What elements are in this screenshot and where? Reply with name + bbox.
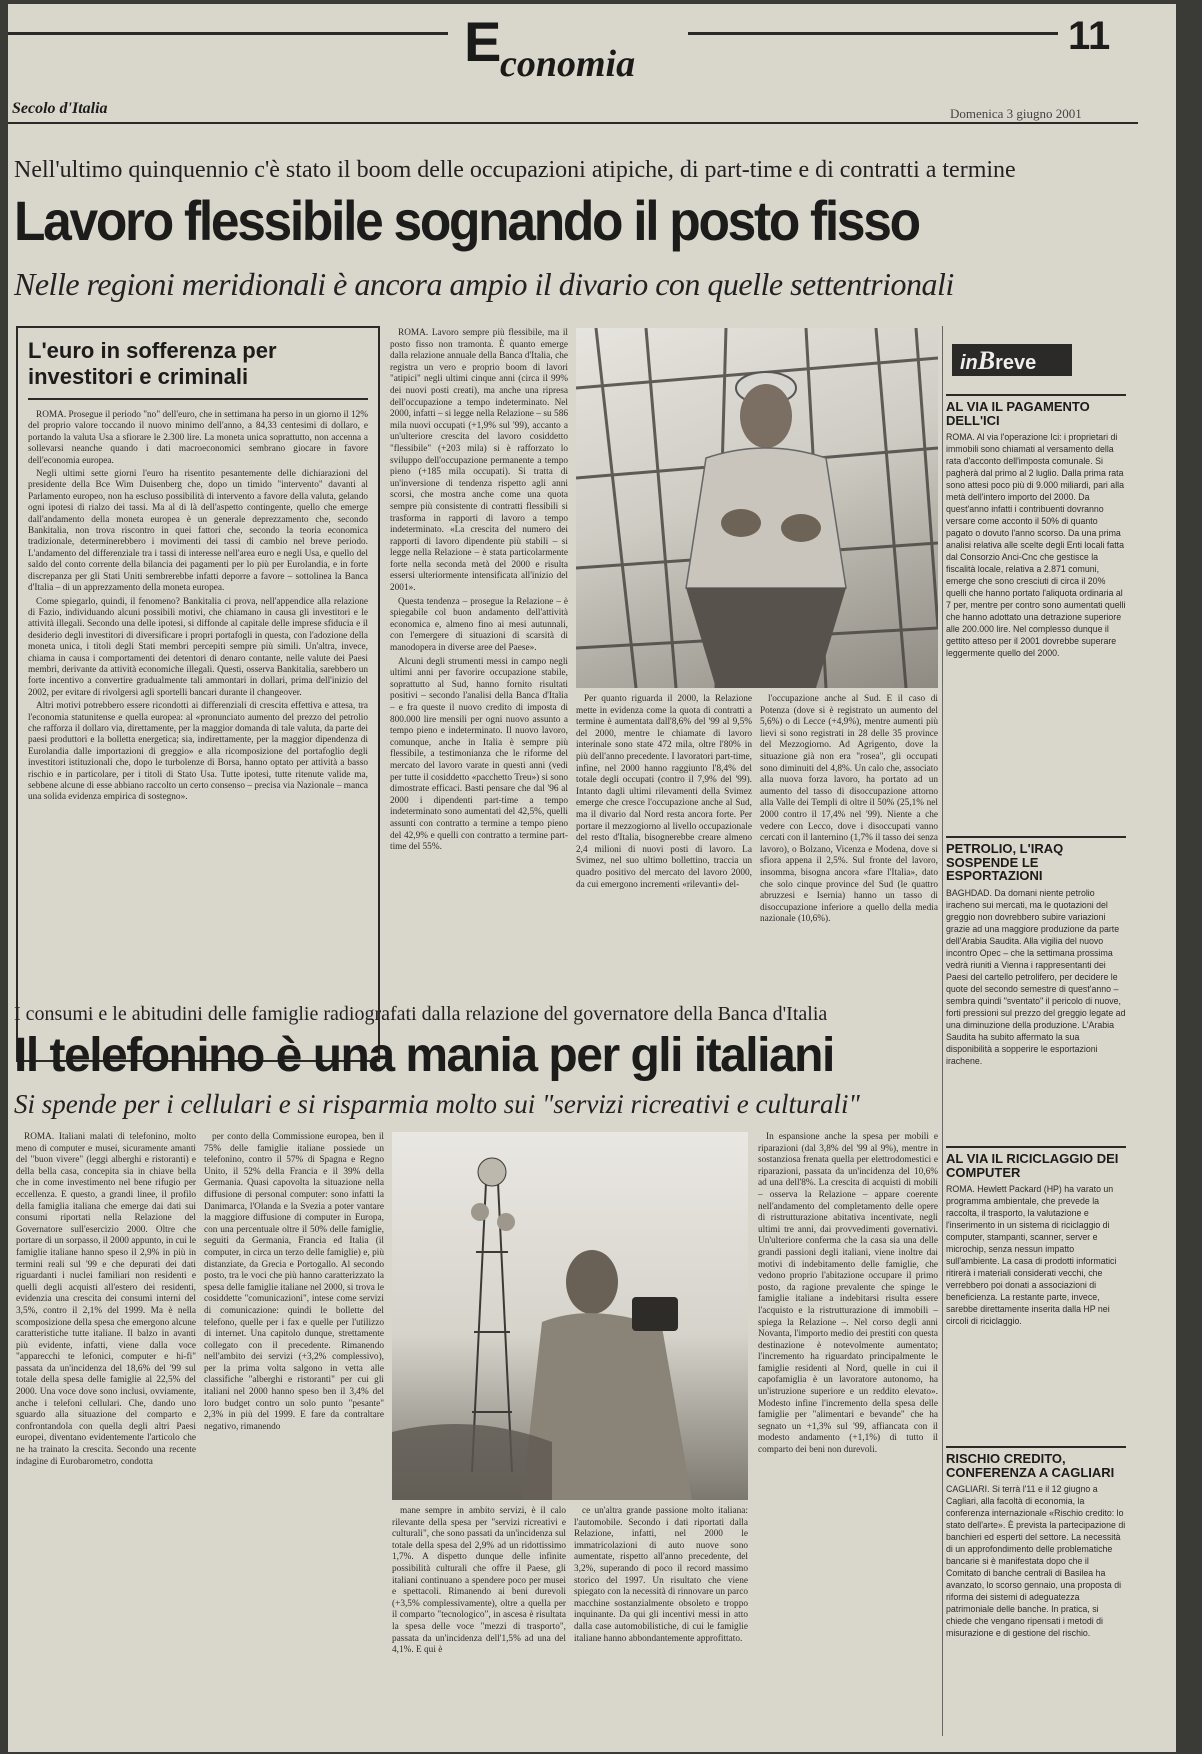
article1-paragraph: Alcuni degli strumenti messi in campo negli ultimi anni per favorire occupazione stabile, soprattutto al Sud, hanno fornito risultati positivi – secondo l'analisi della Banca d'Italia – e fra queste il nuovo credito di imposta di 800.000 lire mensili per ogni nuovo assunto a tempo pieno e indeterminato. Il nuovo lavoro, comunque, anche in Italia è sempre più flessibile, a testimonianza che le riforme del mercato del lavoro varate in questi anni (vedi per tutte il cosiddetto «pacchetto Treu») si sono dimostrate efficaci. Basti pensare che dal '96 al 2000 i dipendenti part-time a tempo indeterminato sono aumentati del 42,5%, quelli assunti con contratto a termine a tempo pieno del 42,9% e quelli con contratto a termine part-time del 55%. [390, 656, 568, 853]
header-rule-left [8, 32, 448, 35]
article2-column-2 [204, 1132, 384, 1742]
brief-petrolio [946, 836, 1126, 1132]
worker-photo [576, 328, 938, 688]
euro-paragraph: Negli ultimi sette giorni l'euro ha risentito pesantemente delle dichiarazioni del presidente della Bce Wim Duisenberg che, dopo un timido "intervento" davanti al Parlamento europeo, non ha escluso possibilità di intervento a favore della valuta, gelando ogni ipotesi di rialzo dei tassi. Ma al di là dell'aspetto contingente, quello che emerge dall'andamento della moneta europea è un generale deprezzamento che, secondo Bankitalia, non trova riscontro in quei fattori che, secondo la teoria economica tradizionale, determinerebbero i movimenti dei tassi di cambio nel breve periodo. L'andamento del differenziale tra i tassi di interesse nell'area euro e negli Usa, e quello del saldo del conto corrente della bilancia dei pagamenti per lo più per Eurolandia, e in forte discrepanza per gli Stati Uniti sembrerebbe infatti deporre a favore – sottolinea la Banca d'Italia – di un apprezzamento della moneta europea. [28, 469, 368, 594]
article2-kicker: I consumi e le abitudini delle famiglie radiografati dalla relazione del governatore della Banca d'Italia [14, 1003, 828, 1025]
article1-column-3 [760, 694, 938, 988]
brief-title: AL VIA IL PAGAMENTO DELL'ICI [946, 399, 1090, 428]
article1-paragraph: ROMA. Lavoro sempre più flessibile, ma il posto fisso non tramonta. È quanto emerge dalla relazione annuale della Banca d'Italia, che registra un vero e proprio boom di lavori "atipici" negli ultimi cinque anni (circa il 99% dei nuovi posti creati), ma anche una ripresa dell'occupazione a tempo indeterminato. Nel 2000, infatti – si legge nella Relazione – su 586 mila nuovi occupati (+1,9% sul '99), accanto a un'ulteriore crescita del lavoro cosiddetto "flessibile" (+203 mila) si è rafforzato lo sviluppo dell'occupazione permanente a tempo pieno (+185 mila occupati). Si tratta di un'inversione di tendenza rispetto agli anni scorsi, che mostra anche come una quota sempre più consistente di contratti flessibili si trasforma in rapporti di lavoro a tempo indeterminato. «La crescita del numero dei rapporti di lavoro dipendente più stabili – si legge nella Relazione – è stata particolarmente forte nella seconda metà del 2000 e risulta essersi ulteriormente intensificata all'inizio del 2001». [390, 328, 568, 594]
section-title: conomia [500, 43, 636, 85]
article2-subhead: Si spende per i cellulari e si risparmia molto sui "servizi ricreativi e culturali" [14, 1089, 860, 1119]
brief-text: ROMA. Al via l'operazione Ici: i proprietari di immobili sono chiamati al versamento della rata d'acconto dell'imposta comunale. Si pagherà dal primo al 2 luglio. Dalla prima rata sono attesi poco più di 9.000 miliardi, pari alla metà dell'intero importo del 2000. Da quest'anno infatti i contribuenti dovranno versare come acconto il 50% di quanto pagato o dovuto l'anno scorso. Da una prima analisi relativa alle scelte degli Enti locali fatta dal Consorzio Anci-Cnc che gestisce la fiscalità locale, relativa a 2.871 comuni, emerge che sono cresciuti di circa il 20% quelli che hanno portato l'aliquota ordinaria al 7 per, mentre per contro sono aumentati quelli che hanno adottato una detrazione superiore alle 200.000 lire. Nel complesso dunque il gettito atteso per il 2001 dovrebbe superare leggermente quello del 2000. [946, 432, 1126, 658]
newspaper-page [8, 4, 1176, 1752]
brief-title: RISCHIO CREDITO, CONFERENZA A CAGLIARI [946, 1451, 1115, 1480]
brief-rule [946, 394, 1126, 396]
article1-headline: Lavoro flessibile sognando il posto fisso [14, 189, 919, 252]
brief-rule [946, 836, 1126, 838]
article1-subhead: Nelle regioni meridionali è ancora ampio il divario con quelle settentrionali [14, 266, 954, 302]
article2-paragraph: per conto della Commissione europea, ben il 75% delle famiglie italiane possiede un telefonino, contro il 57% di Spagna e Regno Unito, il 52% della Francia e il 39% della Germania. Quasi capovolta la situazione nella diffusione di personal computer: sono infatti la Danimarca, l'Olanda e la Svezia a poter vantare la maggiore diffusione di computer in Europa, con una percentuale oltre il 50% delle famiglie, seguiti da Germania, Francia ed Italia (il computer, in circa un terzo delle famiglie) e, più distanziate, da Grecia e Portogallo. Al secondo posto, tra le voci che più hanno caratterizzato la spesa delle famiglie italiane nel 2000, si trova le cosiddette "comunicazioni", intese come servizi di comunicazione: quindi le bollette del telefono, quelle per i fax e quelle per l'utilizzo di internet. Una capitolo dunque, strettamente collegato con il precedente. Rimanendo nell'ambito dei servizi (+3,2% complessivo), per la prima volta salgono in vetta alle classifiche "alberghi e ristoranti" per cui gli italiani nel 2000 hanno speso ben il 3,4% del loro budget contro un solo punto "pesante" 2,3% in più del 1999. E fare da contraltare negativo, rimanendo [204, 1132, 384, 1432]
euro-box-rule [28, 398, 368, 400]
article1-kicker: Nell'ultimo quinquennio c'è stato il boom delle occupazioni atipiche, di part-time e di contratti a termine [14, 157, 1016, 183]
article2-headline: Il telefonino è una mania per gli italiani [14, 1029, 834, 1082]
inbreve-logo [952, 344, 1072, 376]
article1-paragraph: l'occupazione anche al Sud. E il caso di Potenza (dove si è registrato un aumento del 5,6%) o di Lecce (+4,9%), mentre aumenti più lievi si sono registrati in 28 delle 35 province del Mezzogiorno. Ad Agrigento, dove la situazione già non era "rosea", gli occupati sono diminuiti del 4,8%. Un calo che, associato alla nuova forza lavoro, ha portato ad un aumento del tasso di disoccupazione attorno alla Valle dei Templi di oltre il 50% (25,1% nel 2000 contro il 17,4% nel '99). Niente a che vedere con Lecco, dove i disoccupati vanno cercati con il lanternino (1,7% il tasso dei senza lavoro), o Bolzano, Vicenza e Modena, dove si sfiora appena il 2,5%. Sul fronte del lavoro, insomma, bisogna ancora «fare l'Italia», dato che solo cinque province del Sud (le quattro abruzzesi e Isernia) hanno un tasso di disoccupazione inferiore a quello della media nazionale (10,6%). [760, 694, 938, 925]
newspaper-name: Secolo d'Italia [12, 100, 108, 117]
brief-ici [946, 394, 1126, 824]
header-rule-right [688, 32, 1058, 35]
inbreve-rest: reve [995, 352, 1037, 374]
euro-paragraph: Come spiegarlo, quindi, il fenomeno? Bankitalia ci prova, nell'appendice alla relazione di Fazio, individuando alcuni possibili motivi, che chiamano in causa gli investitori e le attività illegali. Secondo una delle ipotesi, si diffonde al capitale delle imprese sfiducia e il desiderio degli investitori di diversificare i propri portafogli in questa, con l'adozione della moneta unica, i titoli degli Stati membri percepiti sempre più simili. Un'altra, invece, chiama in causa i comportamenti dei detentori di denaro contante, nelle valute dei Paesi membri, derivante da attività economiche illegali. Questi, osserva Bankitalia, sarebbero un forte incentivo a convertire gradualmente tali ammontari in dollari, prima dell'inizio del 2002, per evitare di rivolgersi agli sportelli bancari durante il changeover. [28, 596, 368, 698]
brief-rule [946, 1446, 1126, 1448]
brief-text: ROMA. Hewlett Packard (HP) ha varato un programma ambientale, che prevede la raccolta, il trasporto, la valutazione e l'inserimento in un sistema di riciclaggio di computer, stampanti, scanner, server e microchip, senza nessun impatto sull'ambiente. La casa di prodotti informatici ritirerà i materiali considerati vecchi, che verrebbero poi donati a associazioni di beneficienza. La restante parte, invece, sarebbe direttamente inserita dalla HP nei circoli di riciclaggio. [946, 1184, 1117, 1326]
article2-paragraph: ROMA. Italiani malati di telefonino, molto meno di computer e musei, sicuramente amanti del "buon vivere" (leggi alberghi e ristoranti) e della bella casa, concepita sia in chiave bella che in come investimento nel bene rifugio per eccellenza. E questo, a grandi linee, il profilo della famiglia italiana che emerge dai dati sui consumi riportati nella Relazione del Governatore sull'esercizio 2000. Oltre che portare di un sorpasso, il 2000 appunto, in cui le famiglie italiane hanno speso il 2,9% in più in termini reali sul '99 e che depurati dei dati riguardanti i nuclei familiari non residenti e quelli degli acquisti all'estero dei residenti, evidenzia una crescita dei consumi interni del 3,5%, contro il 2,1% del 1999. Ma è nella scomposizione della spesa che emergono alcune caratteristiche tutte italiane. Il balzo in avanti più evidente, infatti, viene dalla voce "apparecchi te lefonici, computer e hi-fi" passata da un'incidenza del 18,6% del '99 sul totale della spesa delle famiglie al 22,5% del 2000. Una voce dove sono inclusi, ovviamente, anche i telefoni cellulari. Che, dando uno sguardo alla situazione del comparto e confrontandola con quella degli altri Paesi europei, diventano evidentemente l'articolo che ne ha trainato la crescita. Secondo una recente indagine di Eurobarometro, condotta [16, 1132, 196, 1467]
article1-paragraph: Per quanto riguarda il 2000, la Relazione mette in evidenza come la quota di contratti a termine è aumentata dall'8,6% del '99 al 9,5% del 2000, mentre le chiamate di lavoro interinale sono state 472 mila, oltre l'80% in più dell'anno precedente. I lavoratori part-time, infine, nel 2000 hanno raggiunto l'8,4% del totale degli occupati (contro il 7,9% del '99). Intanto dagli ultimi rilevamenti della Svimez emerge che cresce l'occupazione anche al Sud, ma il divario dal Nord resta ancora forte. Per portare il mezzogiorno al livello occupazionale del resto d'Italia, bisognerebbe creare almeno 2,4 milioni di nuovi posti di lavoro. La Svimez, nel suo ultimo bollettino, traccia un quadro positivo del mercato del lavoro 2000, da cui emergono incrementi «rilevanti» del- [576, 694, 752, 890]
article2-paragraph: mane sempre in ambito servizi, è il calo rilevante della spesa per "servizi ricreativi e culturali", che sono passati da un'incidenza sul totale della spesa del 2,9% ad un ridottissimo 1,7%. A dispetto dunque delle infinite possibilità culturali che offre il Paese, gli italiani continuano a spendere poco per musei e spettacoli. Rimanendo ai beni durevoli (+3,5% complessivamente), oltre a quella per il comparto "tecnologico", in ascesa è risultata la spesa delle voce "mezzi di trasporto", passata da un'incidenza dell'1,5% ad una del 4,1%. E qui è [392, 1506, 566, 1656]
brief-rischio-credito [946, 1446, 1126, 1742]
euro-box [16, 326, 380, 1062]
page-number: 11 [1068, 14, 1111, 58]
article2-column-3 [392, 1506, 566, 1742]
euro-paragraph: ROMA. Prosegue il periodo "no" dell'euro, che in settimana ha perso in un giorno il 12% del proprio valore toccando il nuovo minimo dell'anno, a 84,33 centesimi di dollaro, e portando la valuta Usa a sfiorare le 2.300 lire. La moneta unica soprattutto, non accenna a sollevarsi neanche quando i dati macroeconomici sembrano giocare in favore dell'economia europea. [28, 410, 368, 466]
euro-box-body [28, 410, 368, 806]
article1-paragraph: Questa tendenza – prosegue la Relazione – è spiegabile col buon andamento dell'attività economica e, almeno fino ai mesi autunnali, con l'emergere di situazioni di scarsità di manodopera in diverse aree del Paese». [390, 596, 568, 654]
header-bottom-rule [8, 122, 1138, 124]
euro-paragraph: Altri motivi potrebbero essere ricondotti ai differenziali di crescita effettiva e attesa, tra l'economia statunitense e quella europea: al «pronunciato aumento del prezzo del petrolio che rafforza il dollaro via, direttamente, per la maggior domanda di tale valuta, da parte dei paesi produttori e la bolletta energetica; sia, indirettamente, per la maggior dipendenza di Eurolandia dalle importazioni di greggio» e alla ricomposizione del portafoglio degli investitori istituzionali che, dopo le turbolenze di Borsa, hanno optato per attività a basso rischio e in particolare, per i titoli di Stato Usa. Tutte ipotesi, tutte ritenute valide ma, sebbene alcune di esse abbiano raccolto un certo consenso – precisa via Nazionale – manca una solida evidenza empirica di sostegno». [28, 701, 368, 803]
article1-column-2 [576, 694, 752, 988]
article2-column-4 [574, 1506, 748, 1742]
article2-column-5 [758, 1132, 938, 1742]
issue-date: Domenica 3 giugno 2001 [950, 106, 1082, 121]
inbreve-in: in [960, 352, 978, 374]
sidebar-divider [942, 326, 943, 1736]
worker-photo-drawing [576, 328, 938, 688]
article2-paragraph: In espansione anche la spesa per mobili e riparazioni (dal 3,8% del '99 al 9%), mentre in sostanziosa frenata quella per elettrodomestici e riparazioni, passata da un'incidenza del 10,6% ad una dell'8%. La crescita di acquisti di mobili – osserva la Relazione – appare coerente nell'andamento del completamento delle opere di ristrutturazione abitativa incentivate, negli ultimi tre anni, dai provvedimenti governativi. Un'ulteriore conferma che la casa sia una delle grandi passioni degli italiani, viene inoltre dai motivi di indebitamento delle famiglie, che vedono proprio l'abitazione occupare il primo posto, da ragione prevalente che spinge le famiglie italiane a indebitarsi risulta essere l'acquisto e la ristrutturazione di immobili – spiega la Relazione –. Nel corso degli anni Novanta, l'importo medio dei prestiti con questa destinazione è notevolmente aumentato; l'incremento ha riguardato principalmente le famiglie residenti al Nord, quelle in cui il capofamiglia è un lavoratore autonomo, ha un'istruzione superiore e un reddito elevato». Modesto infine l'incremento della spesa delle famiglie per "alimentari e bevande" che ha segnato un +1,3% sul '99, affiancata con il modesto andamento (+1,1%) di tutto il comparto dei beni non durevoli. [758, 1132, 938, 1456]
section-initial: E [464, 10, 502, 73]
brief-title: PETROLIO, L'IRAQ SOSPENDE LE ESPORTAZIONI [946, 841, 1064, 883]
brief-rule [946, 1146, 1126, 1148]
brief-title: AL VIA IL RICICLAGGIO DEI COMPUTER [946, 1151, 1119, 1180]
article2-column-1 [16, 1132, 196, 1742]
euro-box-headline: L'euro in sofferenza per investitori e criminali [28, 338, 277, 389]
phone-photo [392, 1132, 748, 1500]
brief-text: BAGHDAD. Da domani niente petrolio iracheno sui mercati, ma le quotazioni del greggio non dovrebbero subire variazioni grazie ad una maggiore produzione da parte dell'Arabia Saudita. Alla vigilia del nuovo incontro Opec – che la settimana prossima vedrà riuniti a Vienna i rappresentanti dei Paesi del cartello petrolifero, per decidere le quote del secondo semestre di quest'anno – sembra quindi "sventato" il pericolo di nuove, forti pressioni sul prezzo del greggio legate ad una diminuzione della produzione. L'Arabia Saudita ha subito affermato la sua disponibilità a sopperire le esportazioni irachene. [946, 887, 1126, 1066]
inbreve-b: B [977, 346, 996, 375]
article1-column-1 [390, 328, 568, 988]
brief-text: CAGLIARI. Si terrà l'11 e il 12 giugno a Cagliari, alla facoltà di economia, la conferenza internazionale «Rischio credito: lo stato dell'arte». È prevista la partecipazione di banchieri ed esperti del settore. La necessità di un approfondimento delle problematiche bancarie si è manifestata dopo che il Comitato di banche centrali di Basilea ha avanzato, lo scorso gennaio, una proposta di riforma dei sistemi di adeguatezza patrimoniale delle banche. In pratica, si chiede che vengano ripensati i metodi di misurazione e di gestione del rischio. [946, 1484, 1126, 1638]
article2-paragraph: ce un'altra grande passione molto italiana: l'automobile. Secondo i dati riportati dalla Relazione, infatti, nel 2000 le immatricolazioni di auto nuove sono aumentate, rispetto all'anno precedente, del 3,2%, superando di poco il record massimo storico del 1997. Un risultato che viene spiegato con la necessità di rinnovare un parco macchine sostanzialmente obsoleto e troppo inquinante. Da qui gli incentivi messi in atto dalla case automobilistiche, di cui le famiglie italiane hanno abbondantemente approfittato. [574, 1506, 748, 1644]
brief-riciclaggio [946, 1146, 1126, 1436]
phone-photo-drawing [392, 1132, 748, 1500]
